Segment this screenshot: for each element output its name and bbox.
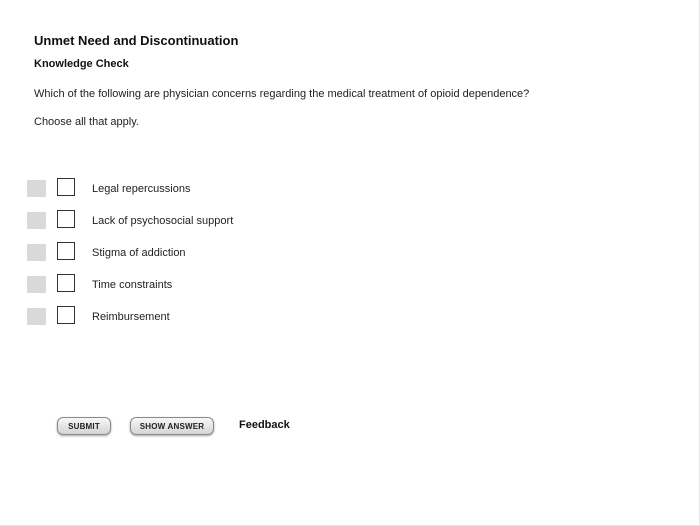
option-marker — [27, 212, 46, 229]
option-marker — [27, 308, 46, 325]
checkbox[interactable] — [57, 210, 75, 228]
option-stigma-of-addiction[interactable] — [27, 242, 327, 264]
checkbox[interactable] — [57, 178, 75, 196]
submit-button[interactable]: SUBMIT — [57, 417, 111, 435]
option-label: Legal repercussions — [92, 183, 191, 195]
question-text: Which of the following are physician concerns regarding the medical treatment of opioid dependence? — [34, 88, 530, 100]
checkbox[interactable] — [57, 242, 75, 260]
checkbox[interactable] — [57, 306, 75, 324]
page-title: Unmet Need and Discontinuation — [34, 33, 239, 48]
section-subtitle: Knowledge Check — [34, 58, 129, 70]
option-reimbursement[interactable] — [27, 306, 327, 328]
option-marker — [27, 276, 46, 293]
option-time-constraints[interactable] — [27, 274, 327, 296]
option-legal-repercussions[interactable] — [27, 178, 327, 200]
checkbox[interactable] — [57, 274, 75, 292]
option-label: Reimbursement — [92, 311, 170, 323]
option-marker — [27, 180, 46, 197]
option-marker — [27, 244, 46, 261]
instruction-text: Choose all that apply. — [34, 116, 139, 128]
option-lack-of-psychosocial-support[interactable] — [27, 210, 327, 232]
option-label: Stigma of addiction — [92, 247, 186, 259]
show-answer-button[interactable]: SHOW ANSWER — [130, 417, 214, 435]
feedback-label: Feedback — [239, 419, 290, 431]
option-label: Lack of psychosocial support — [92, 215, 234, 227]
option-label: Time constraints — [92, 279, 173, 291]
